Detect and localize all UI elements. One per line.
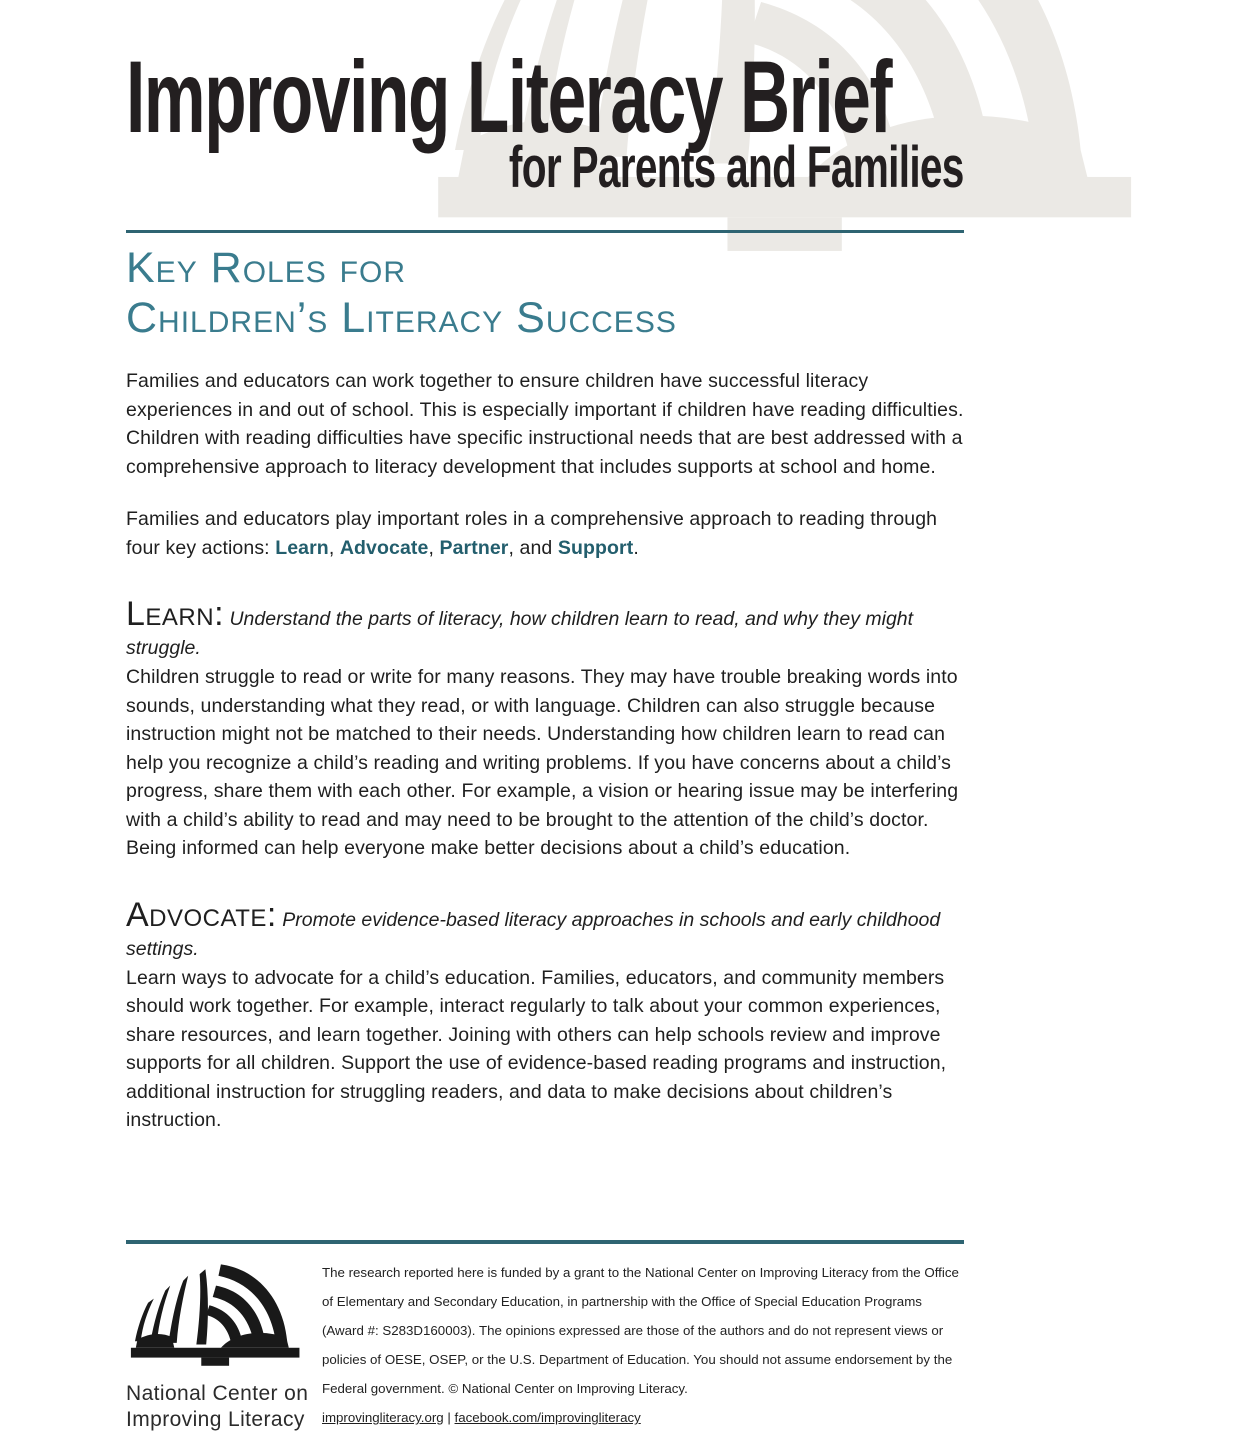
brief-title-text: Improving Literacy Brief — [126, 40, 892, 154]
advocate-heading — [126, 895, 964, 964]
ncil-logo — [126, 1256, 322, 1433]
learn-section — [126, 595, 964, 863]
disclaimer-text: The research reported here is funded by a grant to the National Center on Improving Literacy from the Office of Elementary and Secondary Education, in partnership with the Office of Special Education Programs (Award #: S283D160003). The opinions expressed are those of the authors and do not represent views or policies of OESE, OSEP, or the U.S. Department of Education. You should not assume endorsement by the Federal government. © National Center on Improving Literacy. — [322, 1265, 959, 1396]
advocate-paragraph: Learn ways to advocate for a child’s education. Families, educators, and community members should work together. For example, interact regularly to talk about your common experiences, share resources, and learn together. Joining with others can help schools review and improve supports for all children. Support the use of evidence-based reading programs and instruction, additional instruction for struggling readers, and data to make decisions about children’s instruction. — [126, 966, 947, 1131]
funding-disclaimer — [322, 1256, 964, 1433]
learn-heading-descriptor: Understand the parts of literacy, how children learn to read, and why they might struggle. — [126, 608, 914, 659]
brief-subtitle-text: for Parents and Families — [509, 135, 964, 200]
ncil-logo-line1: National Center on — [126, 1382, 309, 1405]
brief-title — [126, 0, 964, 154]
content-column — [126, 0, 964, 1135]
facebook-link[interactable]: facebook.com/improvingliteracy — [454, 1410, 641, 1425]
intro2-sep3: , and — [508, 536, 558, 559]
keyword-partner: Partner — [439, 536, 509, 559]
ncil-logo-line2: Improving Literacy — [126, 1408, 305, 1431]
learn-paragraph: Children struggle to read or write for many reasons. They may have trouble breaking words into sounds, understanding what they read, or with language. Children can also struggle because instruction might not be matched to their needs. Understanding how children learn to read can help you recognize a child’s reading and writing problems. If you have concerns about a child’s progress, share them with each other. For example, a vision or hearing issue may be interfering with a child’s ability to read and may need to be brought to the attention of the child’s doctor. Being informed can help everyone make better decisions about a child’s education. — [126, 666, 959, 859]
improvingliteracy-link[interactable]: improvingliteracy.org — [322, 1410, 444, 1425]
intro2-prefix: Families and educators play important roles in a comprehensive approach to reading through four key actions: — [126, 508, 938, 559]
ncil-logo-mark-icon — [126, 1256, 306, 1379]
advocate-section — [126, 895, 964, 1135]
keyword-learn: Learn — [275, 536, 329, 559]
page-title — [126, 243, 964, 343]
keyword-advocate: Advocate — [339, 536, 429, 559]
page-title-line2: Children’s Literacy Success — [126, 294, 677, 342]
intro2-suffix: . — [633, 536, 639, 559]
advocate-heading-descriptor: Promote evidence-based literacy approaches in schools and early childhood settings. — [126, 908, 941, 960]
footer-columns — [126, 1244, 964, 1433]
advocate-heading-label: Advocate: — [126, 895, 277, 934]
intro2-sep1: , — [328, 536, 340, 559]
masthead — [126, 0, 964, 233]
page-title-line1: Key Roles for — [126, 244, 407, 292]
link-separator: | — [443, 1410, 455, 1425]
intro-paragraph-1: Families and educators can work together to ensure children have successful literacy experiences in and out of school. This is especially important if children have reading difficulties. Children with reading difficulties have specific instructional needs that are best addressed with a comprehensive approach to literacy development that includes supports at school and home. — [126, 370, 964, 478]
footer-links — [322, 1403, 964, 1432]
keyword-support: Support — [557, 536, 634, 559]
footer — [126, 1240, 964, 1433]
intro-paragraph-2 — [126, 505, 964, 562]
ncil-logo-text — [126, 1381, 322, 1433]
learn-heading-label: Learn: — [126, 595, 225, 633]
learn-heading — [126, 595, 964, 663]
intro2-sep2: , — [428, 536, 440, 559]
